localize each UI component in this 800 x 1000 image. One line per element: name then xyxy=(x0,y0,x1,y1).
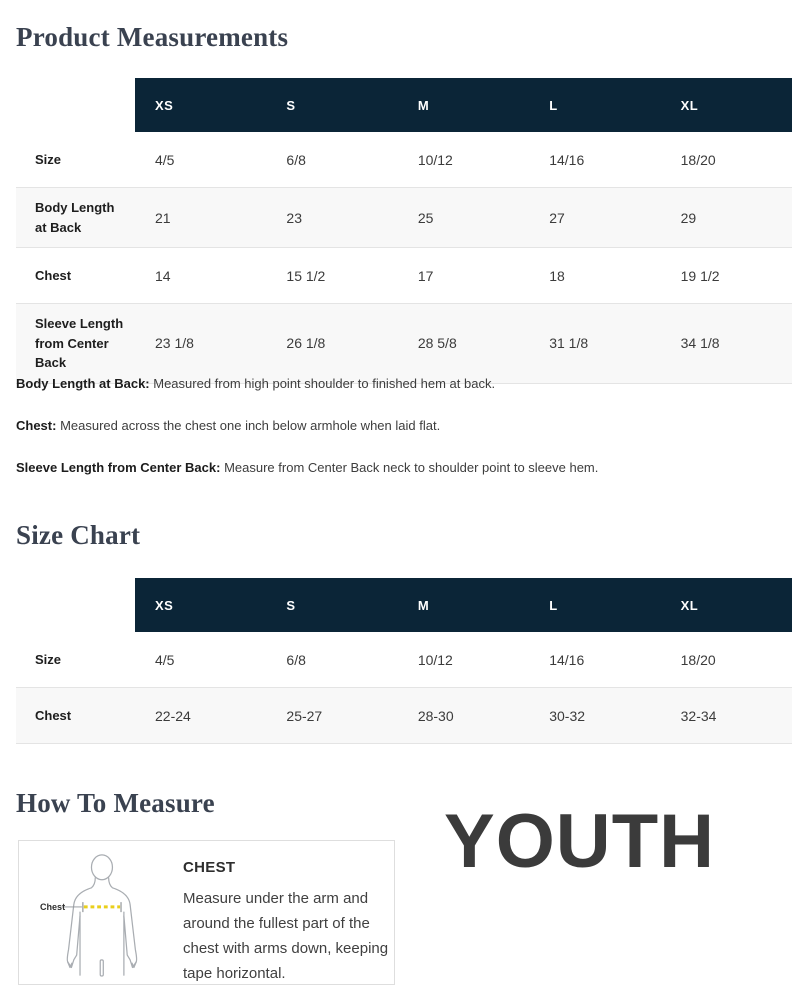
cell: 18/20 xyxy=(680,651,716,668)
table-row-chest xyxy=(16,248,792,304)
column-header-l: L xyxy=(549,597,558,613)
cell: 23 1/8 xyxy=(155,335,194,352)
body-measurement-diagram-icon xyxy=(33,853,169,977)
definition-sleeve-length xyxy=(16,460,776,476)
size-chart-table xyxy=(16,578,792,744)
row-label: Chest xyxy=(35,267,72,283)
row-label: Size xyxy=(35,151,62,167)
how-to-measure-card xyxy=(18,840,395,985)
product-measurements-title: Product Measurements xyxy=(16,22,289,52)
cell: 15 1/2 xyxy=(286,267,326,284)
column-header-m: M xyxy=(417,97,430,113)
table-row-body-length xyxy=(16,188,792,248)
definition-term: Body Length at Back: xyxy=(16,376,150,391)
row-label: Sleeve Length from Center Back xyxy=(35,316,124,370)
cell: 19 1/2 xyxy=(680,267,720,284)
cell: 4/5 xyxy=(155,651,175,668)
cell: 22-24 xyxy=(155,707,191,724)
size-column-header-row xyxy=(135,78,792,132)
cell: 4/5 xyxy=(155,151,175,168)
product-measurements-table xyxy=(16,78,792,384)
size-column-header-row xyxy=(135,578,792,632)
cell: 6/8 xyxy=(286,651,306,668)
table-row-chest xyxy=(16,688,792,744)
cell: 26 1/8 xyxy=(286,335,326,352)
column-header-xs: XS xyxy=(155,597,174,613)
size-chart-title: Size Chart xyxy=(16,520,141,550)
cell: 30-32 xyxy=(549,707,586,724)
how-to-measure-text xyxy=(169,853,401,986)
definition-text: Measured across the chest one inch below armhole when laid flat. xyxy=(60,418,441,433)
cell: 34 1/8 xyxy=(680,335,720,352)
column-header-xl: XL xyxy=(680,97,699,113)
how-to-measure-title: How To Measure xyxy=(16,788,215,818)
cell: 21 xyxy=(155,209,171,226)
cell: 29 xyxy=(680,209,697,226)
cell: 14/16 xyxy=(549,651,585,668)
cell: 28 5/8 xyxy=(417,335,457,352)
cell: 32-34 xyxy=(680,707,717,724)
row-label: Body Length at Back xyxy=(35,200,115,235)
how-to-measure-item-title: CHEST xyxy=(183,859,236,876)
how-to-measure-item-description: Measure under the arm and around the fullest part of the chest with arms down, keeping tape horizontal. xyxy=(183,890,389,982)
cell: 10/12 xyxy=(417,651,453,668)
definition-text: Measure from Center Back neck to shoulder point to sleeve hem. xyxy=(224,460,599,475)
cell: 23 xyxy=(286,209,302,226)
column-header-s: S xyxy=(286,97,296,113)
table-row-sleeve-length xyxy=(16,304,792,384)
cell: 18 xyxy=(549,267,565,284)
diagram-chest-label: Chest xyxy=(39,902,66,913)
cell: 6/8 xyxy=(286,151,306,168)
column-header-xl: XL xyxy=(680,597,699,613)
definition-body-length xyxy=(16,376,776,392)
row-label: Size xyxy=(35,651,62,667)
cell: 18/20 xyxy=(680,151,716,168)
column-header-l: L xyxy=(549,97,558,113)
table-row-size xyxy=(16,132,792,188)
cell: 31 1/8 xyxy=(549,335,589,352)
cell: 28-30 xyxy=(417,707,454,724)
definition-term: Sleeve Length from Center Back: xyxy=(16,460,221,475)
row-label: Chest xyxy=(35,707,72,723)
measurement-definitions xyxy=(16,376,776,502)
cell: 25-27 xyxy=(286,707,323,724)
youth-watermark: YOUTH xyxy=(444,799,715,884)
column-header-xs: XS xyxy=(155,97,174,113)
column-header-m: M xyxy=(417,597,430,613)
cell: 14/16 xyxy=(549,151,585,168)
cell: 17 xyxy=(417,267,434,284)
definition-term: Chest: xyxy=(16,418,57,433)
cell: 14 xyxy=(155,267,171,284)
cell: 27 xyxy=(549,209,565,226)
table-row-size xyxy=(16,632,792,688)
column-header-s: S xyxy=(286,597,296,613)
definition-text: Measured from high point shoulder to finished hem at back. xyxy=(153,376,496,391)
definition-chest xyxy=(16,418,776,434)
cell: 25 xyxy=(417,209,434,226)
cell: 10/12 xyxy=(417,151,453,168)
